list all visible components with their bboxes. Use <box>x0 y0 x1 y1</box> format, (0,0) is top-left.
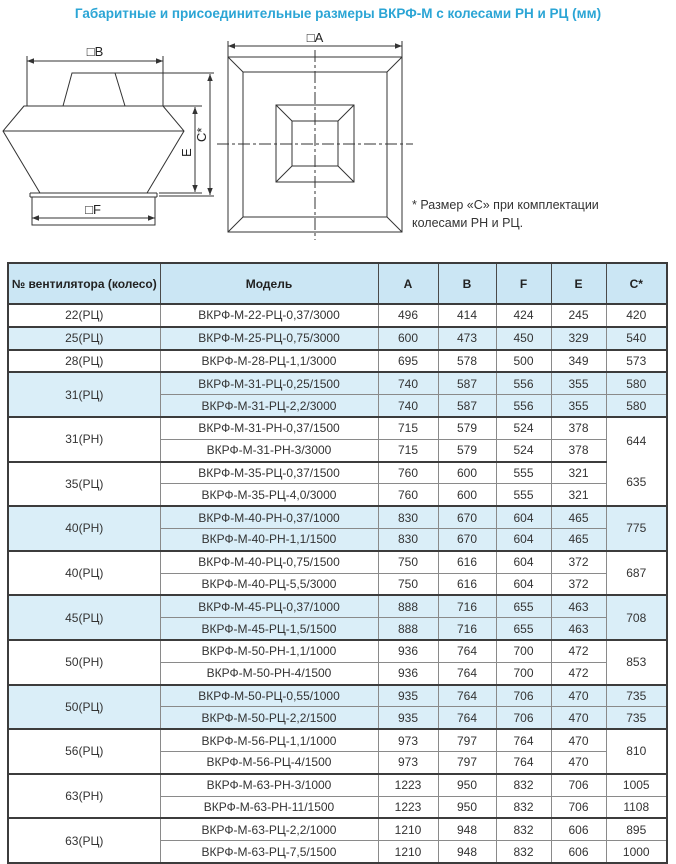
dimension-cell-b: 600 <box>438 484 496 506</box>
dimension-cell-b: 616 <box>438 551 496 573</box>
dimension-cell-b: 948 <box>438 818 496 840</box>
model-cell: ВКРФ-М-40-РН-1,1/1500 <box>160 528 378 550</box>
fan-number-cell: 28(РЦ) <box>8 350 160 373</box>
dimension-cell-cstar: 580 <box>606 372 667 394</box>
dimension-cell-b: 473 <box>438 327 496 350</box>
dimension-cell-b: 950 <box>438 796 496 818</box>
dimension-cell-a: 750 <box>378 573 438 595</box>
fan-number-cell: 40(РЦ) <box>8 551 160 596</box>
dimension-cell-f: 832 <box>496 841 551 863</box>
dimension-cell-b: 950 <box>438 774 496 796</box>
fan-number-cell: 22(РЦ) <box>8 304 160 327</box>
dimension-cell-a: 1210 <box>378 841 438 863</box>
dimension-cell-f: 524 <box>496 439 551 461</box>
dimension-cell-b: 716 <box>438 618 496 640</box>
dimension-cell-e: 706 <box>551 774 606 796</box>
dimension-cell-cstar: 580 <box>606 395 667 417</box>
dimension-cell-cstar: 1005 <box>606 774 667 796</box>
dimension-cell-a: 1223 <box>378 796 438 818</box>
model-cell: ВКРФ-М-63-РН-3/1000 <box>160 774 378 796</box>
dimension-cell-a: 830 <box>378 506 438 528</box>
fan-number-cell: 40(РН) <box>8 506 160 551</box>
table-row <box>8 462 667 484</box>
dimension-cell-cstar: 853 <box>606 640 667 685</box>
dimension-cell-f: 700 <box>496 662 551 684</box>
model-cell: ВКРФ-М-40-РЦ-0,75/1500 <box>160 551 378 573</box>
fan-number-cell: 56(РЦ) <box>8 729 160 774</box>
dimension-cell-a: 715 <box>378 439 438 461</box>
dimension-cell-f: 832 <box>496 818 551 840</box>
dimension-cell-f: 655 <box>496 618 551 640</box>
fan-number-cell: 31(РЦ) <box>8 372 160 417</box>
table-row <box>8 350 667 373</box>
dimension-cell-a: 740 <box>378 395 438 417</box>
dimension-cell-e: 465 <box>551 528 606 550</box>
dimension-cell-b: 797 <box>438 751 496 773</box>
model-cell: ВКРФ-М-35-РЦ-0,37/1500 <box>160 462 378 484</box>
dim-c-label: C* <box>194 127 209 142</box>
dimension-cell-e: 463 <box>551 595 606 617</box>
table-row <box>8 506 667 528</box>
dimension-cell-b: 587 <box>438 395 496 417</box>
dimension-cell-f: 556 <box>496 372 551 394</box>
dimension-cell-b: 579 <box>438 439 496 461</box>
dimension-cell-cstar: 1108 <box>606 796 667 818</box>
column-header: E <box>551 263 606 304</box>
footnote-c-dimension: * Размер «С» при комплектации колесами РН и РЦ. <box>412 198 599 230</box>
dimension-cell-b: 948 <box>438 841 496 863</box>
dimension-cell-b: 764 <box>438 640 496 662</box>
column-header: № вентилятора (колесо) <box>8 263 160 304</box>
dimension-cell-f: 832 <box>496 796 551 818</box>
dimension-cell-b: 764 <box>438 685 496 707</box>
model-cell: ВКРФ-М-63-РЦ-2,2/1000 <box>160 818 378 840</box>
column-header: F <box>496 263 551 304</box>
dimension-cell-a: 935 <box>378 685 438 707</box>
table-row <box>8 595 667 617</box>
dimension-cell-a: 973 <box>378 729 438 751</box>
dim-f-label: □F <box>85 202 101 217</box>
dimension-cell-a: 715 <box>378 417 438 439</box>
dimension-cell-e: 355 <box>551 372 606 394</box>
dimension-cell-a: 888 <box>378 595 438 617</box>
column-header: B <box>438 263 496 304</box>
dimension-cell-b: 587 <box>438 372 496 394</box>
model-cell: ВКРФ-М-31-РН-0,37/1500 <box>160 417 378 439</box>
dimension-cell-e: 472 <box>551 662 606 684</box>
dimension-cell-f: 832 <box>496 774 551 796</box>
dimension-cell-f: 555 <box>496 484 551 506</box>
fan-side-view-drawing <box>0 35 230 250</box>
model-cell: ВКРФ-М-40-РЦ-5,5/3000 <box>160 573 378 595</box>
dimension-cell-e: 465 <box>551 506 606 528</box>
dimension-cell-f: 604 <box>496 551 551 573</box>
table-row <box>8 417 667 439</box>
dimension-cell-b: 579 <box>438 417 496 439</box>
fan-number-cell: 63(РЦ) <box>8 818 160 863</box>
dimension-cell-f: 500 <box>496 350 551 373</box>
dimension-cell-e: 606 <box>551 818 606 840</box>
dimension-cell-a: 496 <box>378 304 438 327</box>
table-row <box>8 372 667 394</box>
model-cell: ВКРФ-М-31-РЦ-0,25/1500 <box>160 372 378 394</box>
fan-number-cell: 45(РЦ) <box>8 595 160 640</box>
table-row <box>8 774 667 796</box>
dimension-cell-a: 936 <box>378 640 438 662</box>
table-row <box>8 729 667 751</box>
dimension-cell-cstar: 540 <box>606 327 667 350</box>
dimension-cell-f: 764 <box>496 729 551 751</box>
dimension-cell-f: 655 <box>496 595 551 617</box>
dimension-cell-e: 463 <box>551 618 606 640</box>
dimension-cell-e: 470 <box>551 707 606 729</box>
column-header: Модель <box>160 263 378 304</box>
model-cell: ВКРФ-М-22-РЦ-0,37/3000 <box>160 304 378 327</box>
dimension-cell-a: 888 <box>378 618 438 640</box>
table-row <box>8 327 667 350</box>
dimension-cell-cstar: 420 <box>606 304 667 327</box>
model-cell: ВКРФ-М-25-РЦ-0,75/3000 <box>160 327 378 350</box>
dimension-cell-f: 604 <box>496 528 551 550</box>
dimension-cell-e: 329 <box>551 327 606 350</box>
dimension-cell-f: 706 <box>496 707 551 729</box>
dimension-cell-cstar: 687 <box>606 551 667 596</box>
dimension-cell-e: 349 <box>551 350 606 373</box>
table-row <box>8 304 667 327</box>
dimension-cell-e: 245 <box>551 304 606 327</box>
model-cell: ВКРФ-М-31-РН-3/3000 <box>160 439 378 461</box>
page-title: Габаритные и присоединительные размеры ВКРФ-М с колесами РН и РЦ (мм) <box>74 6 602 21</box>
dim-e-label: E <box>179 148 194 157</box>
dimension-cell-e: 321 <box>551 484 606 506</box>
dimension-cell-cstar: 775 <box>606 506 667 551</box>
fan-number-cell: 25(РЦ) <box>8 327 160 350</box>
table-body <box>8 304 667 863</box>
column-header: A <box>378 263 438 304</box>
fan-number-cell: 50(РЦ) <box>8 685 160 730</box>
dimension-cell-a: 936 <box>378 662 438 684</box>
dimension-cell-a: 973 <box>378 751 438 773</box>
dimension-cell-cstar: 573 <box>606 350 667 373</box>
model-cell: ВКРФ-М-63-РЦ-7,5/1500 <box>160 841 378 863</box>
dimension-cell-f: 706 <box>496 685 551 707</box>
dimension-cell-a: 695 <box>378 350 438 373</box>
dimension-cell-f: 450 <box>496 327 551 350</box>
dimension-cell-b: 600 <box>438 462 496 484</box>
dimension-cell-e: 372 <box>551 573 606 595</box>
dimension-cell-cstar: 810 <box>606 729 667 774</box>
model-cell: ВКРФ-М-31-РЦ-2,2/3000 <box>160 395 378 417</box>
dimension-cell-b: 670 <box>438 506 496 528</box>
dimension-cell-e: 321 <box>551 462 606 484</box>
model-cell: ВКРФ-М-50-РЦ-2,2/1500 <box>160 707 378 729</box>
dimension-cell-f: 524 <box>496 417 551 439</box>
dimensions-table <box>7 262 668 864</box>
model-cell: ВКРФ-М-28-РЦ-1,1/3000 <box>160 350 378 373</box>
fan-top-view-drawing <box>213 30 417 245</box>
model-cell: ВКРФ-М-50-РЦ-0,55/1000 <box>160 685 378 707</box>
cstar-value: 635 <box>626 475 647 490</box>
dimension-cell-f: 556 <box>496 395 551 417</box>
table-row <box>8 818 667 840</box>
model-cell: ВКРФ-М-50-РН-1,1/1000 <box>160 640 378 662</box>
dimension-cell-f: 604 <box>496 506 551 528</box>
model-cell: ВКРФ-М-56-РЦ-4/1500 <box>160 751 378 773</box>
dimension-cell-b: 764 <box>438 662 496 684</box>
dimension-cell-e: 470 <box>551 685 606 707</box>
fan-number-cell: 50(РН) <box>8 640 160 685</box>
model-cell: ВКРФ-М-45-РЦ-1,5/1500 <box>160 618 378 640</box>
dimension-cell-a: 750 <box>378 551 438 573</box>
dimension-cell-cstar: 735 <box>606 685 667 707</box>
dimension-cell-a: 740 <box>378 372 438 394</box>
dimension-cell-e: 470 <box>551 751 606 773</box>
dimension-cell-f: 764 <box>496 751 551 773</box>
dimension-cell-e: 355 <box>551 395 606 417</box>
dimension-cell-cstar: 1000 <box>606 841 667 863</box>
model-cell: ВКРФ-М-50-РН-4/1500 <box>160 662 378 684</box>
dimension-cell-e: 606 <box>551 841 606 863</box>
dimension-cell-b: 716 <box>438 595 496 617</box>
table-header <box>8 263 667 304</box>
column-header: C* <box>606 263 667 304</box>
model-cell: ВКРФ-М-63-РН-11/1500 <box>160 796 378 818</box>
dimension-cell-cstar: 735 <box>606 707 667 729</box>
dim-b-label: □B <box>86 44 104 59</box>
dimension-cell-f: 700 <box>496 640 551 662</box>
dimension-cell-e: 706 <box>551 796 606 818</box>
dimension-cell-cstar <box>606 417 667 506</box>
model-cell: ВКРФ-М-40-РН-0,37/1000 <box>160 506 378 528</box>
dimension-cell-a: 1210 <box>378 818 438 840</box>
dimension-cell-cstar: 895 <box>606 818 667 840</box>
dim-a-label: □A <box>306 30 324 45</box>
dimension-cell-b: 578 <box>438 350 496 373</box>
cstar-value: 644 <box>626 433 647 448</box>
dimension-cell-cstar: 708 <box>606 595 667 640</box>
dimension-cell-a: 1223 <box>378 774 438 796</box>
dimension-cell-a: 600 <box>378 327 438 350</box>
dimension-cell-a: 760 <box>378 484 438 506</box>
model-cell: ВКРФ-М-56-РЦ-1,1/1000 <box>160 729 378 751</box>
dimension-cell-e: 378 <box>551 439 606 461</box>
dimension-cell-e: 472 <box>551 640 606 662</box>
dimension-cell-a: 935 <box>378 707 438 729</box>
dimension-cell-b: 616 <box>438 573 496 595</box>
dimension-cell-b: 414 <box>438 304 496 327</box>
dimension-cell-e: 470 <box>551 729 606 751</box>
dimension-cell-b: 797 <box>438 729 496 751</box>
dimension-cell-e: 378 <box>551 417 606 439</box>
fan-number-cell: 35(РЦ) <box>8 462 160 507</box>
dimension-cell-f: 424 <box>496 304 551 327</box>
table-row <box>8 551 667 573</box>
dimension-cell-b: 670 <box>438 528 496 550</box>
table-row <box>8 640 667 662</box>
table-row <box>8 685 667 707</box>
fan-number-cell: 31(РН) <box>8 417 160 462</box>
model-cell: ВКРФ-М-35-РЦ-4,0/3000 <box>160 484 378 506</box>
model-cell: ВКРФ-М-45-РЦ-0,37/1000 <box>160 595 378 617</box>
dimension-cell-f: 604 <box>496 573 551 595</box>
dimension-cell-b: 764 <box>438 707 496 729</box>
fan-number-cell: 63(РН) <box>8 774 160 819</box>
dimension-cell-f: 555 <box>496 462 551 484</box>
dimension-cell-a: 760 <box>378 462 438 484</box>
dimension-cell-e: 372 <box>551 551 606 573</box>
dimension-cell-a: 830 <box>378 528 438 550</box>
